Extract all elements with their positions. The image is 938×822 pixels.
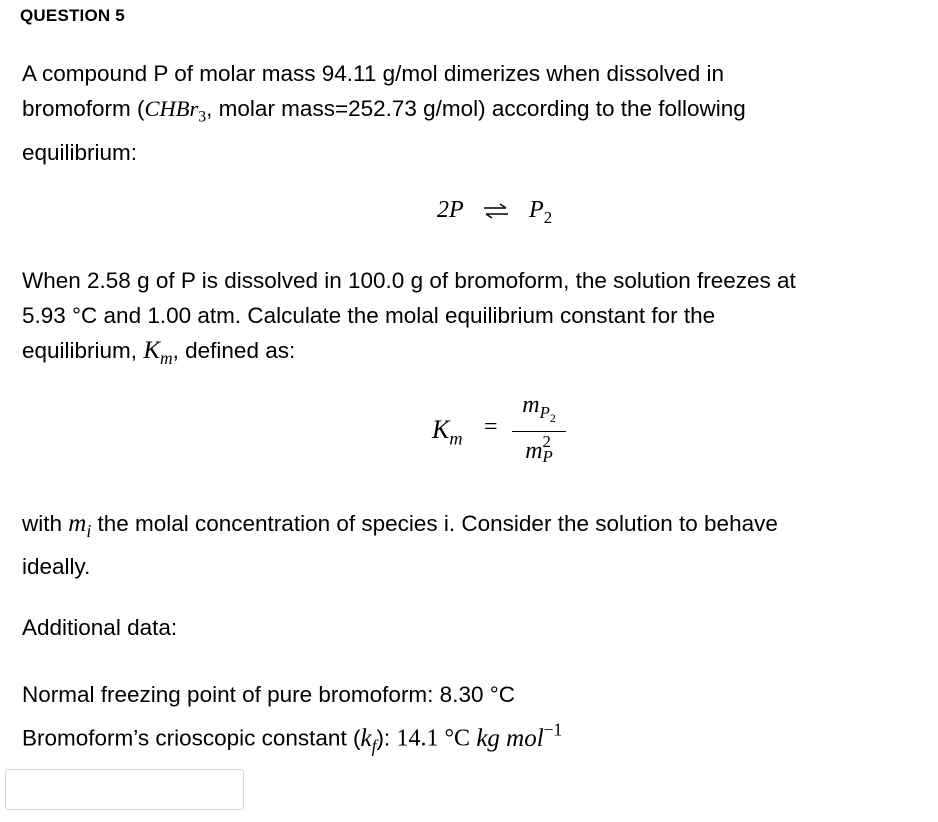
body-line-2: 5.93 °C and 1.00 atm. Calculate the molal equilibrium constant for the (22, 303, 716, 328)
bromoform-formula: CHBr$_3$ (144, 96, 207, 126)
fraction-bar (512, 431, 566, 432)
with-line-2: ideally. (22, 554, 91, 580)
formula-denominator: m 2 P (525, 432, 553, 467)
kf-unit: kg mol$^{-1}$ (476, 719, 563, 752)
additional-data (22, 677, 562, 764)
kf-value: 14.1 °C (396, 725, 471, 752)
equilibrium-product: $P_2$ (529, 197, 553, 227)
intro-line-1: A compound P of molar mass 94.11 g/mol dimerizes when dissolved in (22, 61, 725, 86)
equilibrium-equation (437, 196, 552, 228)
intro-line-3: equilibrium: (22, 139, 138, 165)
with-paragraph (22, 506, 778, 584)
formula-lhs: $K_m$ (432, 415, 463, 449)
km-symbol: $K_m$ (143, 337, 173, 369)
with-line-1: with $m_i$ the molal concentration of species i. Consider the solution to behave (22, 510, 778, 542)
kf-line: Bromoform’s crioscopic constant $(k_f)$: 14.1 °C kg mol$^{-1}$ (22, 719, 563, 756)
intro-line-2: bromoform (CHBr$_3$, molar mass=252.73 g/mol) according to the following (22, 96, 746, 126)
freezing-point-line: Normal freezing point of pure bromoform: 8.30 °C (22, 682, 515, 707)
mi-symbol: $m_i$ (68, 510, 92, 542)
additional-heading: Additional data: (22, 615, 178, 640)
equilibrium-arrows-icon (482, 203, 510, 219)
body-line-1: When 2.58 g of P is dissolved in 100.0 g of bromoform, the solution freezes at (22, 268, 796, 293)
equilibrium-reactant: 2P (437, 197, 464, 223)
formula-equals: = (484, 414, 498, 440)
body-paragraph (22, 263, 796, 376)
answer-input[interactable] (5, 769, 244, 810)
question-title: QUESTION 5 (20, 6, 125, 25)
formula-numerator: $m_{P_2}$ (522, 392, 556, 425)
kf-symbol: $k_f$ (360, 724, 377, 756)
intro-paragraph (22, 56, 746, 170)
body-line-3: equilibrium, $K_m$, defined as: (22, 337, 296, 369)
